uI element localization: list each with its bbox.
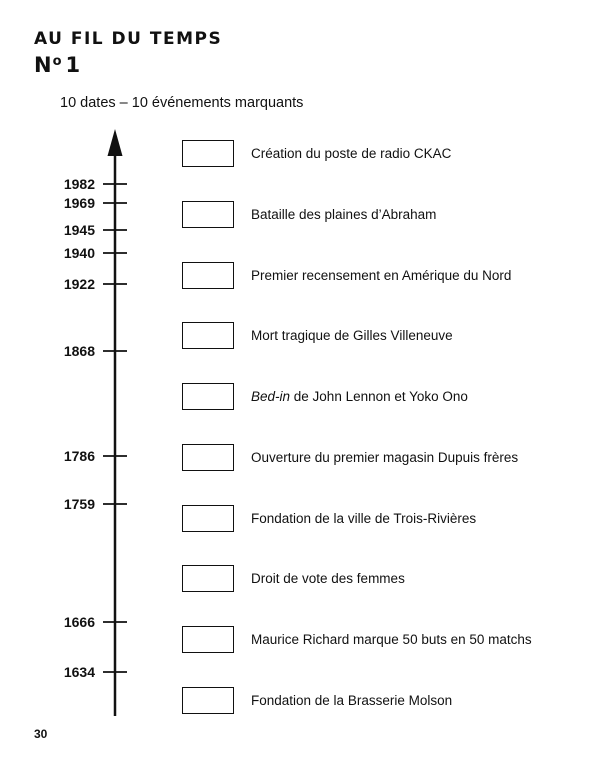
subtitle: 10 dates – 10 événements marquants (60, 95, 304, 111)
event-label-text: Premier recensement en Amérique du Nord (251, 268, 512, 283)
event-label-text: Fondation de la Brasserie Molson (251, 693, 453, 708)
timeline-year-label: 1940 (63, 245, 95, 261)
event-label (251, 207, 571, 223)
event-label-text: Mort tragique de Gilles Villeneuve (251, 328, 453, 343)
timeline-year-label: 1666 (63, 614, 95, 630)
answer-box[interactable] (182, 262, 234, 289)
event-label (251, 328, 571, 344)
event-label-text: Bataille des plaines d’Abraham (251, 207, 437, 222)
answer-box[interactable] (182, 201, 234, 228)
number-superscript: o (52, 54, 63, 69)
event-label-text: Droit de vote des femmes (251, 571, 405, 586)
event-label-text: Ouverture du premier magasin Dupuis frères (251, 450, 519, 465)
event-label (251, 571, 571, 587)
number-prefix: N (34, 53, 53, 77)
timeline-year-label: 1922 (63, 276, 95, 292)
number-value: 1 (65, 53, 82, 77)
timeline-year-label: 1786 (63, 448, 95, 464)
answer-box[interactable] (182, 687, 234, 714)
event-label (251, 389, 571, 405)
page-title: AU FIL DU TEMPS (34, 29, 223, 49)
answer-box[interactable] (182, 140, 234, 167)
answer-box[interactable] (182, 444, 234, 471)
timeline-year-label: 1759 (63, 496, 95, 512)
event-label (251, 632, 571, 648)
timeline-year-label: 1982 (63, 176, 95, 192)
event-label (251, 268, 571, 284)
timeline-year-label: 1868 (63, 343, 95, 359)
answer-box[interactable] (182, 505, 234, 532)
event-label-text: Création du poste de radio CKAC (251, 146, 452, 161)
event-label-italic: Bed-in (251, 389, 291, 404)
event-label-text: de John Lennon et Yoko Ono (290, 389, 468, 404)
event-label-text: Maurice Richard marque 50 buts en 50 matchs (251, 632, 532, 647)
page-number: 30 (34, 727, 48, 741)
timeline-year-label: 1969 (63, 195, 95, 211)
event-label (251, 693, 571, 709)
answer-box[interactable] (182, 383, 234, 410)
timeline-year-label: 1634 (63, 664, 95, 680)
answer-box[interactable] (182, 565, 234, 592)
event-label (251, 450, 571, 466)
timeline-year-label: 1945 (63, 222, 95, 238)
event-label-text: Fondation de la ville de Trois-Rivières (251, 511, 477, 526)
event-label (251, 146, 571, 162)
answer-box[interactable] (182, 322, 234, 349)
answer-box[interactable] (182, 626, 234, 653)
timeline-arrow-icon (108, 129, 123, 156)
event-label (251, 511, 571, 527)
